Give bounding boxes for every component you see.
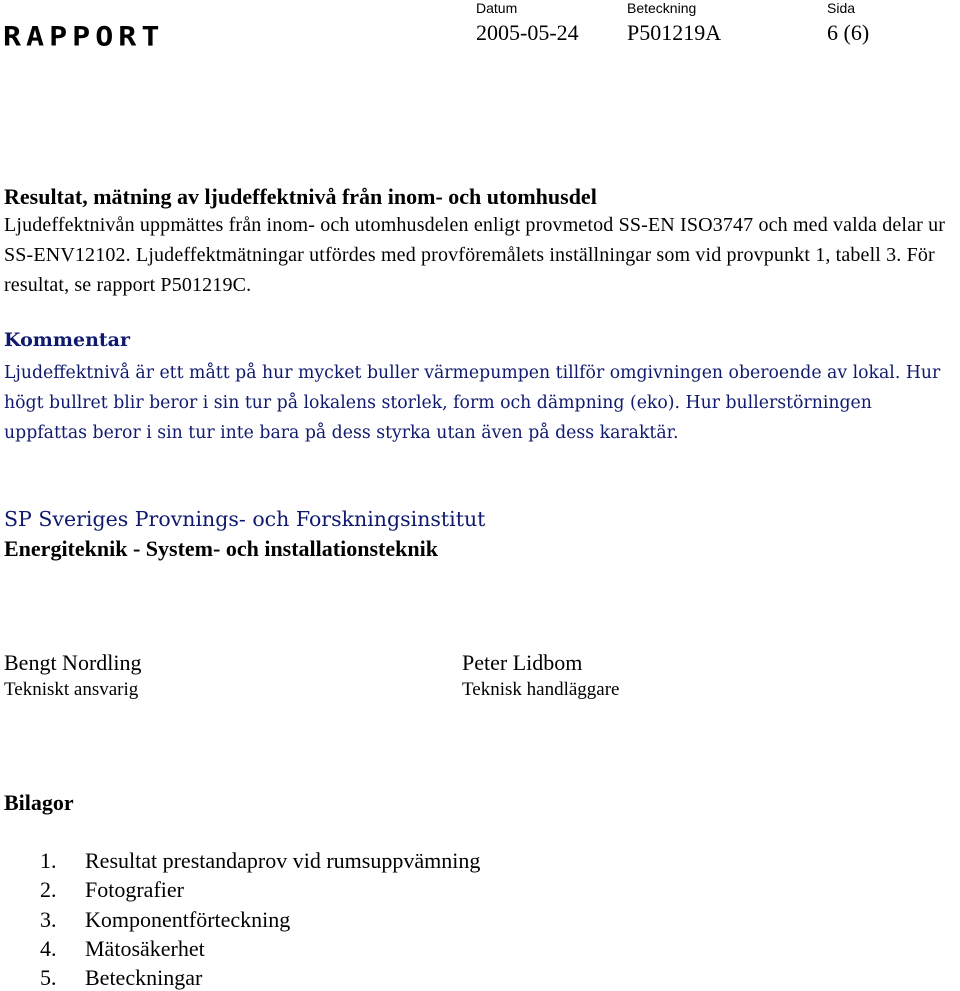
list-label: Resultat prestandaprov vid rumsuppvämning	[85, 848, 481, 873]
list-number: 1.	[40, 848, 57, 873]
list-number: 4.	[40, 935, 57, 961]
date-value: 2005-05-24	[476, 20, 579, 45]
list-number: 3.	[40, 906, 57, 932]
list-number: 2.	[40, 877, 57, 903]
date-label: Datum	[476, 0, 518, 16]
list-label: Mätosäkerhet	[85, 935, 205, 961]
organization-name: SP Sveriges Provnings- och Forskningsinstitut	[4, 507, 486, 531]
report-logo: RAPPORT	[3, 21, 165, 53]
appendices-heading: Bilagor	[4, 790, 74, 815]
signatory-name: Bengt Nordling	[4, 650, 142, 675]
reference-label: Beteckning	[627, 0, 697, 16]
list-item	[40, 934, 480, 963]
list-label: Beteckningar	[85, 965, 203, 991]
signatory-role: Teknisk handläggare	[462, 679, 620, 700]
signatory-role: Tekniskt ansvarig	[4, 679, 139, 700]
appendices-list	[40, 846, 480, 991]
list-label: Komponentförteckning	[85, 906, 291, 932]
list-item	[40, 846, 480, 875]
signatory-name: Peter Lidbom	[462, 650, 583, 675]
comment-heading: Kommentar	[4, 329, 130, 351]
list-number: 5.	[40, 965, 57, 991]
list-item	[40, 905, 480, 934]
department-name: Energiteknik - System- och installationsteknik	[4, 536, 438, 561]
result-heading: Resultat, mätning av ljudeffektnivå från inom- och utomhusdel	[4, 184, 597, 209]
page-number: 6 (6)	[827, 20, 870, 45]
list-item	[40, 875, 480, 904]
comment-paragraph: Ljudeffektnivå är ett mått på hur mycket buller värmepumpen tillför omgivningen oberoende av lokal. Hur högt bullret blir beror i sin tur på lokalens storlek, form och dämpning (eko). Hur bullerstörningen uppfattas beror i sin tur inte bara på dess styrka utan även på dess karaktär.	[4, 363, 941, 443]
reference-value: P501219A	[627, 20, 722, 45]
list-label: Fotografier	[85, 877, 184, 903]
list-item	[40, 963, 480, 991]
result-paragraph: Ljudeffektnivån uppmättes från inom- och utomhusdelen enligt provmetod SS-EN ISO3747 och med valda delar ur SS-ENV12102. Ljudeffektmätningar utfördes med provföremålets inställningar som vid provpunkt 1, tabell 3. För resultat, se rapport P501219C.	[4, 214, 946, 296]
page-label: Sida	[827, 0, 856, 16]
